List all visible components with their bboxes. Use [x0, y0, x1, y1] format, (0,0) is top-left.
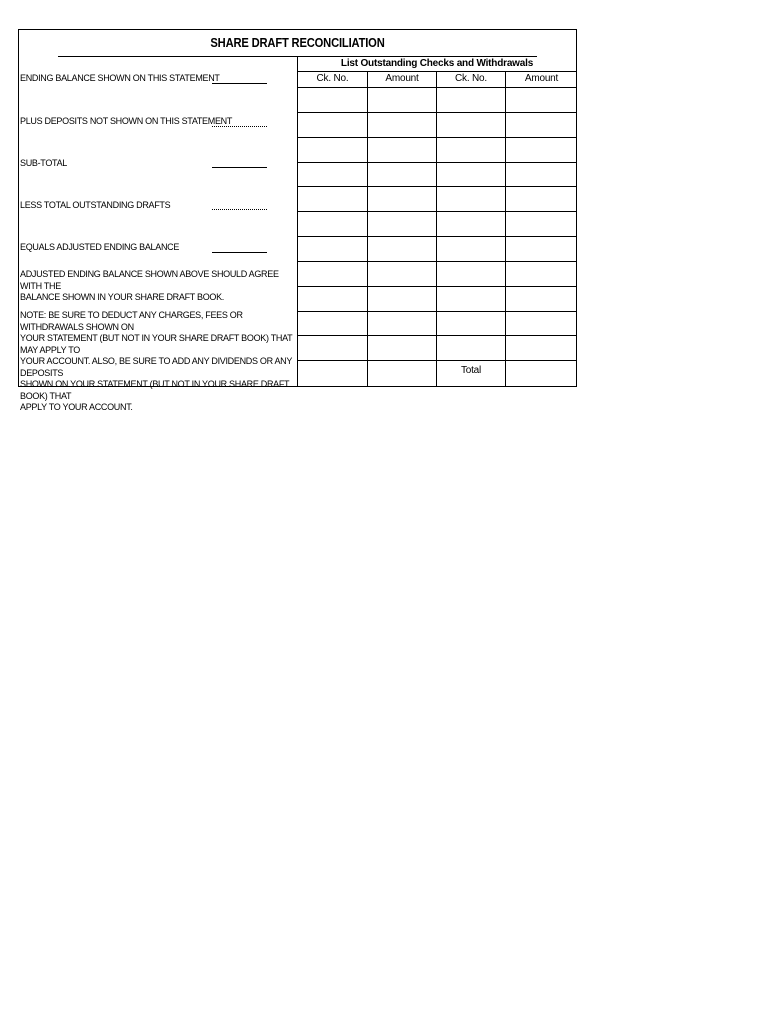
agree-note	[20, 269, 296, 304]
amount-cell[interactable]	[506, 262, 577, 287]
check-number-cell[interactable]	[298, 212, 368, 237]
check-number-cell[interactable]	[298, 237, 368, 262]
check-number-cell[interactable]	[437, 262, 506, 287]
column-header-ck-no: Ck. No.	[437, 72, 506, 88]
check-number-cell[interactable]	[437, 212, 506, 237]
amount-cell[interactable]	[368, 163, 437, 188]
less-outstanding-label: LESS TOTAL OUTSTANDING DRAFTS	[20, 200, 171, 210]
amount-cell[interactable]	[506, 287, 577, 312]
amount-cell[interactable]	[368, 312, 437, 337]
ending-balance-label: ENDING BALANCE SHOWN ON THIS STATEMENT	[20, 73, 220, 83]
check-number-cell[interactable]	[298, 336, 368, 361]
outstanding-checks-table	[298, 71, 576, 386]
share-draft-reconciliation-form	[18, 29, 577, 412]
amount-cell[interactable]	[368, 336, 437, 361]
check-number-cell[interactable]	[437, 88, 506, 113]
amount-cell[interactable]	[368, 287, 437, 312]
less-outstanding-field[interactable]	[212, 209, 267, 210]
outstanding-checks-section	[298, 57, 576, 386]
note-line: YOUR ACCOUNT. ALSO, BE SURE TO ADD ANY DIVIDENDS OR ANY DEPOSITS	[20, 356, 292, 378]
plus-deposits-label: PLUS DEPOSITS NOT SHOWN ON THIS STATEMENT	[20, 116, 233, 126]
reconciliation-section	[19, 57, 298, 412]
note-line: NOTE: BE SURE TO DEDUCT ANY CHARGES, FEES OR WITHDRAWALS SHOWN ON	[20, 310, 243, 332]
amount-cell[interactable]	[368, 212, 437, 237]
amount-cell[interactable]	[506, 138, 577, 163]
column-header-amount: Amount	[506, 72, 577, 88]
adjusted-balance-label: EQUALS ADJUSTED ENDING BALANCE	[20, 242, 180, 252]
check-number-cell[interactable]	[437, 138, 506, 163]
amount-cell[interactable]	[506, 212, 577, 237]
note-line: APPLY TO YOUR ACCOUNT.	[20, 402, 133, 412]
amount-cell[interactable]	[506, 187, 577, 212]
amount-cell[interactable]	[368, 187, 437, 212]
check-number-cell[interactable]	[298, 187, 368, 212]
plus-deposits-field[interactable]	[212, 126, 267, 127]
amount-cell[interactable]	[368, 237, 437, 262]
adjusted-balance-field[interactable]	[212, 252, 267, 253]
total-amount-cell[interactable]	[506, 361, 577, 386]
note-line: YOUR STATEMENT (BUT NOT IN YOUR SHARE DRAFT BOOK) THAT MAY APPLY TO	[20, 333, 293, 355]
check-number-cell[interactable]	[298, 287, 368, 312]
amount-cell[interactable]	[368, 138, 437, 163]
amount-cell[interactable]	[506, 163, 577, 188]
check-number-cell[interactable]	[298, 361, 368, 386]
amount-cell[interactable]	[506, 336, 577, 361]
note-line: SHOWN ON YOUR STATEMENT (BUT NOT IN YOUR SHARE DRAFT BOOK) THAT	[20, 379, 290, 401]
check-number-cell[interactable]	[298, 262, 368, 287]
sub-total-field[interactable]	[212, 167, 267, 168]
amount-cell[interactable]	[368, 113, 437, 138]
check-number-cell[interactable]	[298, 312, 368, 337]
check-number-cell[interactable]	[298, 113, 368, 138]
check-number-cell[interactable]	[437, 187, 506, 212]
column-header-ck-no: Ck. No.	[298, 72, 368, 88]
agree-note-line: BALANCE SHOWN IN YOUR SHARE DRAFT BOOK.	[20, 292, 225, 302]
deduct-note	[20, 310, 296, 414]
amount-cell[interactable]	[506, 312, 577, 337]
check-number-cell[interactable]	[437, 312, 506, 337]
check-number-cell[interactable]	[298, 138, 368, 163]
amount-cell[interactable]	[506, 113, 577, 138]
check-number-cell[interactable]	[298, 88, 368, 113]
amount-cell[interactable]	[368, 262, 437, 287]
column-header-amount: Amount	[368, 72, 437, 88]
check-number-cell[interactable]	[437, 336, 506, 361]
check-number-cell[interactable]	[437, 237, 506, 262]
sub-total-label: SUB-TOTAL	[20, 158, 67, 168]
amount-cell[interactable]	[368, 361, 437, 386]
amount-cell[interactable]	[368, 88, 437, 113]
amount-cell[interactable]	[506, 237, 577, 262]
outstanding-checks-title: List Outstanding Checks and Withdrawals	[340, 58, 534, 69]
check-number-cell[interactable]	[437, 163, 506, 188]
check-number-cell[interactable]	[437, 287, 506, 312]
total-label: Total	[437, 361, 506, 386]
check-number-cell[interactable]	[437, 113, 506, 138]
agree-note-line: ADJUSTED ENDING BALANCE SHOWN ABOVE SHOULD AGREE WITH THE	[20, 269, 279, 291]
check-number-cell[interactable]	[298, 163, 368, 188]
ending-balance-field[interactable]	[212, 83, 267, 84]
amount-cell[interactable]	[506, 88, 577, 113]
form-title: SHARE DRAFT RECONCILIATION	[58, 30, 537, 57]
